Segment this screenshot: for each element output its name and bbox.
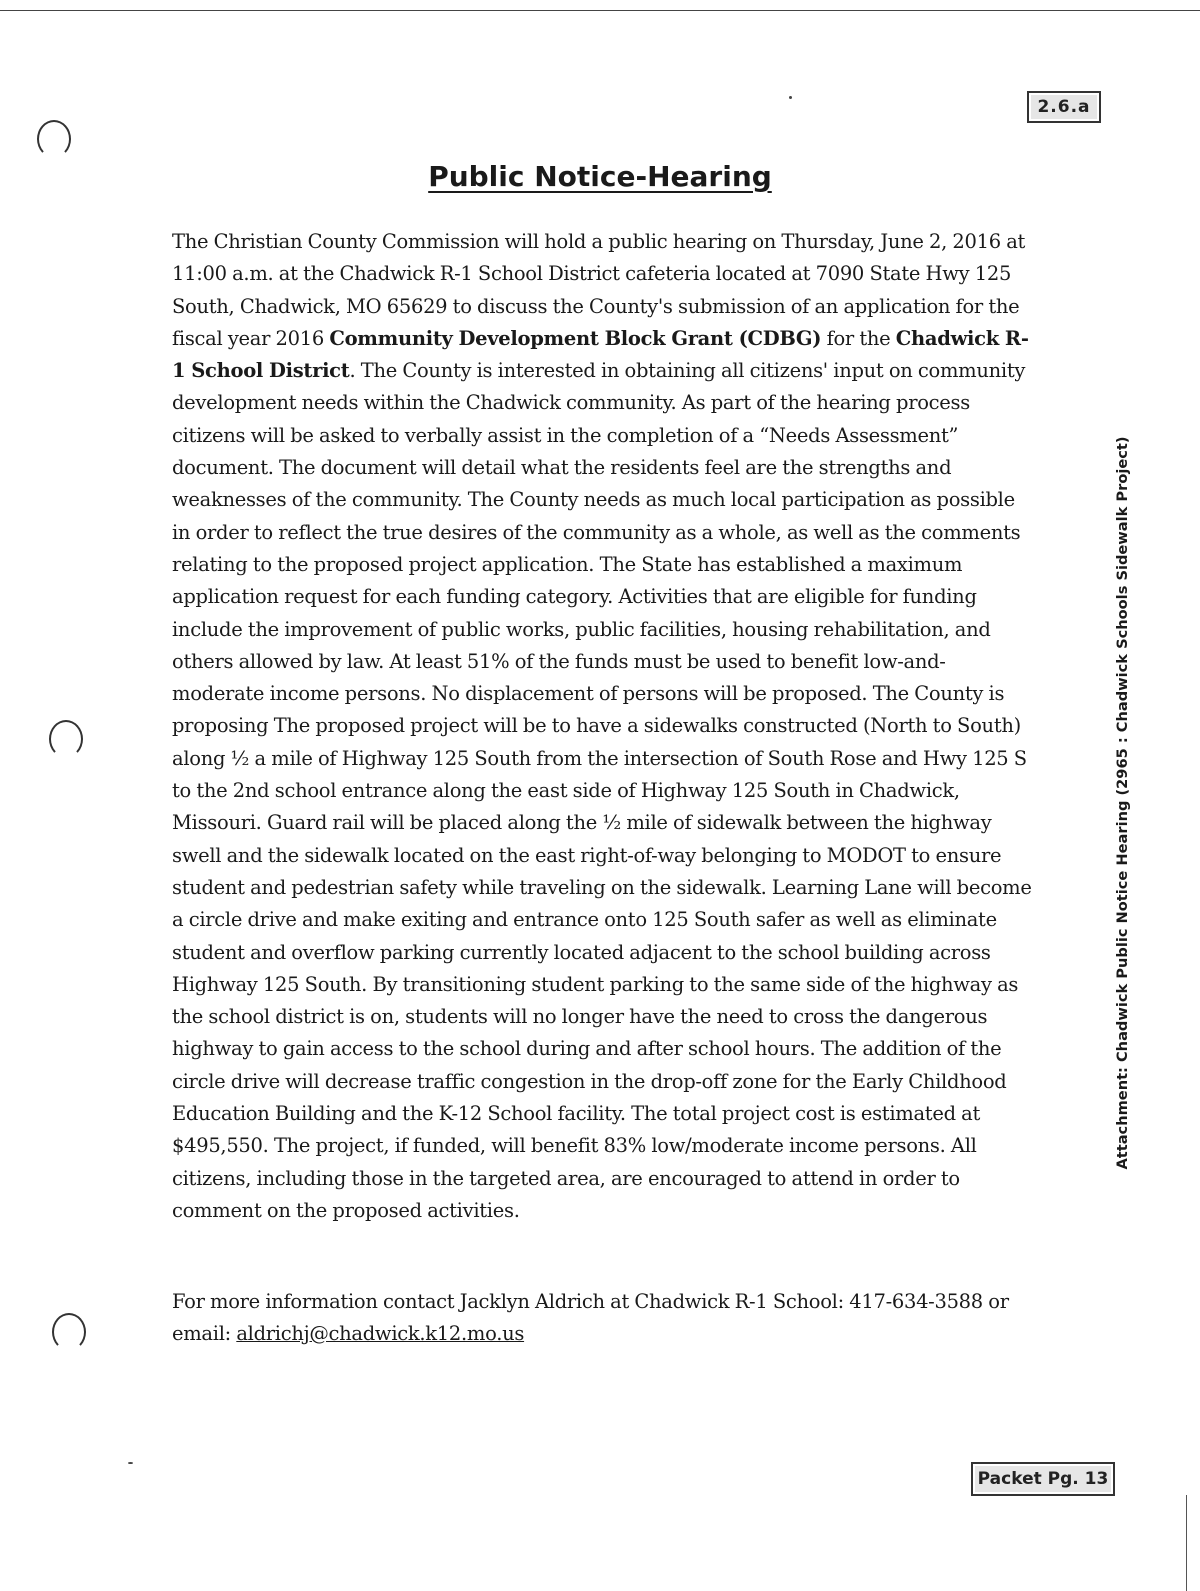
punch-hole-mark (52, 1313, 86, 1351)
body-text-connector: for the (821, 326, 896, 350)
right-edge-rule (1186, 1495, 1187, 1591)
punch-hole-mark (49, 720, 83, 758)
district-name: Chadwick R-1 School District (172, 326, 1029, 383)
punch-hole-mark (37, 120, 71, 158)
scan-speck (128, 1462, 133, 1464)
notice-body (172, 226, 1032, 1227)
attachment-side-label: Attachment: Chadwick Public Notice Hearing (2965 : Chadwick Schools Sidewalk Project) (1114, 436, 1131, 1170)
agenda-item-tag: 2.6.a (1027, 91, 1101, 123)
contact-info (172, 1286, 1032, 1351)
body-text-main: . The County is interested in obtaining all citizens' input on community development needs within the Chadwick community. As part of the hearing process citizens will be asked to verbally assist in the completion of a “Needs Assessment” document. The document will detail what the residents feel are the strengths and weaknesses of the community. The County needs as much local participation as possible in order to reflect the true desires of the community as a whole, as well as the comments relating to the proposed project application. The State has established a maximum application request for each funding category. Activities that are eligible for funding include the improvement of public works, public facilities, housing rehabilitation, and others allowed by law. At least 51% of the funds must be used to benefit low-and-moderate income persons. No displacement of persons will be proposed. The County is proposing The proposed project will be to have a sidewalks constructed (North to South) along ½ a mile of Highway 125 South from the intersection of South Rose and Hwy 125 S to the 2nd school entrance along the east side of Highway 125 South in Chadwick, Missouri. Guard rail will be placed along the ½ mile of sidewalk between the highway swell and the sidewalk located on the east right-of-way belonging to MODOT to ensure student and pedestrian safety while traveling on the sidewalk. Learning Lane will become a circle drive and make exiting and entrance onto 125 South safer as well as eliminate student and overflow parking currently located adjacent to the school building across Highway 125 South. By transitioning student parking to the same side of the highway as the school district is on, students will no longer have the need to cross the dangerous highway to gain access to the school during and after school hours. The addition of the circle drive will decrease traffic congestion in the drop-off zone for the Early Childhood Education Building and the K-12 School facility. The total project cost is estimated at $495,550. The project, if funded, will benefit 83% low/moderate income persons. All citizens, including those in the targeted area, are encouraged to attend in order to comment on the proposed activities. (172, 359, 1032, 1222)
grant-name: Community Development Block Grant (CDBG) (329, 326, 822, 350)
contact-email-link[interactable]: aldrichj@chadwick.k12.mo.us (236, 1322, 525, 1346)
scan-speck (789, 96, 792, 99)
contact-text: For more information contact Jacklyn Aldrich at Chadwick R-1 School: 417-634-3588 or email: (172, 1290, 1009, 1346)
body-text-intro: The Christian County Commission will hold a public hearing on Thursday, June 2, 2016 at 11:00 a.m. at the Chadwick R-1 School District cafeteria located at 7090 State Hwy 125 South, Chadwick, MO 65629 to discuss the County's submission of an application for the fiscal year 2016 (172, 230, 1026, 350)
top-rule (0, 10, 1200, 11)
packet-page-tag: Packet Pg. 13 (971, 1462, 1115, 1496)
document-title: Public Notice-Hearing (428, 160, 772, 193)
